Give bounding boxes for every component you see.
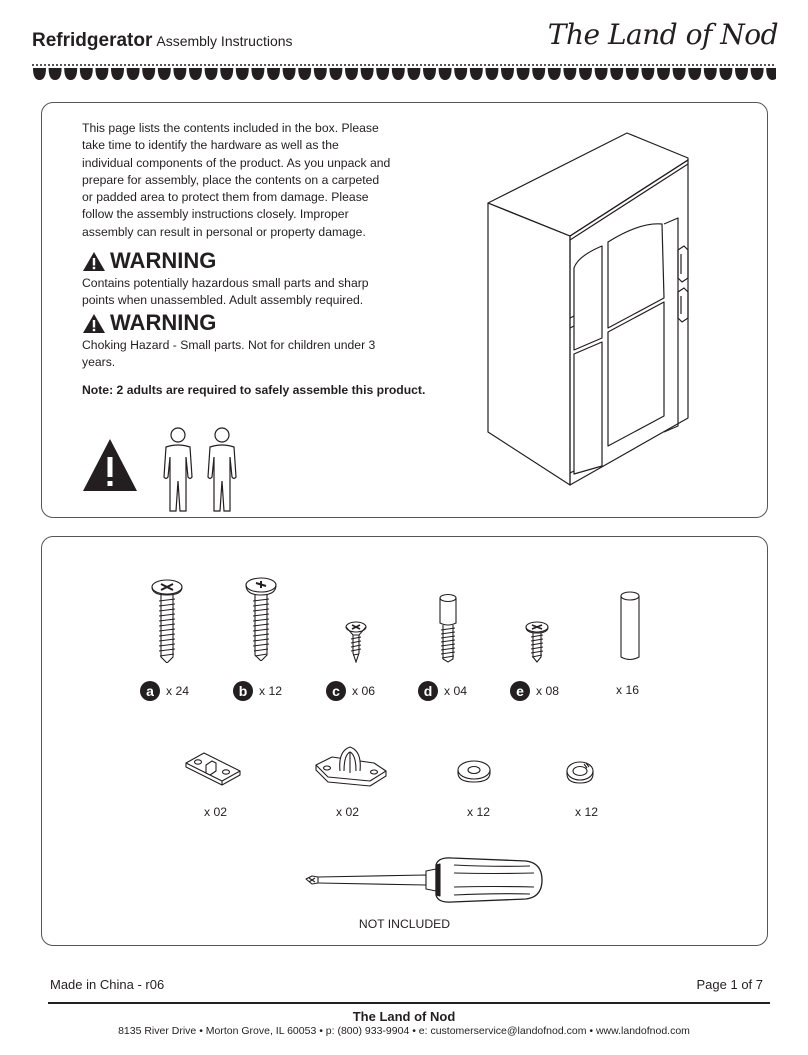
- part-quantity: x 12: [575, 805, 599, 819]
- scallop-mark: [111, 68, 124, 80]
- warning-heading-2: [82, 310, 216, 336]
- scallop-mark: [314, 68, 327, 80]
- scallop-mark: [267, 68, 280, 80]
- scallop-mark: [501, 68, 514, 80]
- scallop-mark: [127, 68, 140, 80]
- threaded-dowel-icon: [436, 593, 460, 663]
- scallop-mark: [735, 68, 748, 80]
- scallop-mark: [205, 68, 218, 80]
- phillips-screw-short-icon: [524, 621, 550, 663]
- scallop-mark: [657, 68, 670, 80]
- footer-contact-info: 8135 River Drive • Morton Grove, IL 60053 • p: (800) 933-9904 • e: customerservice@landofnod.com • www.landofnod.com: [118, 1025, 690, 1037]
- scallop-mark: [641, 68, 654, 80]
- scallop-mark: [470, 68, 483, 80]
- warning-text-2: Choking Hazard - Small parts. Not for children under 3 years.: [82, 338, 376, 370]
- scallop-mark: [283, 68, 296, 80]
- scallop-mark: [142, 68, 155, 80]
- scallop-mark: [517, 68, 530, 80]
- scallop-mark: [719, 68, 732, 80]
- scallop-mark: [579, 68, 592, 80]
- part-letter-badge: a: [140, 681, 160, 701]
- door-catch-plate-icon: [182, 749, 244, 791]
- intro-text: This page lists the contents included in the box. Please take time to identify the hardware as well as the individual components of the product. As you unpack and prepare for assembly, place the contents on a carpeted or padded area to protect them from damage. Please follow the assembly instructions closely. Improper assembly can result in personal or property damage.: [82, 121, 391, 239]
- warning-text-1: Contains potentially hazardous small parts and sharp points when unassembled. Adult assembly required.: [82, 276, 369, 308]
- phillips-screw-long-icon: [244, 577, 278, 661]
- hardware-panel: [41, 536, 768, 946]
- scallop-mark: [80, 68, 93, 80]
- scallop-mark: [439, 68, 452, 80]
- warning-triangle-icon: [82, 437, 138, 493]
- scallop-mark: [423, 68, 436, 80]
- scallop-mark: [563, 68, 576, 80]
- part-label-catch-plate: [204, 805, 227, 819]
- scallop-mark: [704, 68, 717, 80]
- part-quantity: x 12: [467, 805, 491, 819]
- wood-screw-short-icon: [344, 621, 368, 663]
- assembly-note: Note: 2 adults are required to safely assemble this product.: [82, 383, 426, 397]
- warning-triangle-icon: [82, 313, 106, 334]
- screwdriver-icon: [304, 855, 548, 907]
- scallop-mark: [532, 68, 545, 80]
- phillips-screw-long-icon: [150, 579, 184, 663]
- warning-heading-label: WARNING: [110, 248, 217, 273]
- scallop-mark: [688, 68, 701, 80]
- part-quantity: x 12: [259, 684, 283, 698]
- scallop-mark: [95, 68, 108, 80]
- warning-heading-label: WARNING: [110, 310, 217, 335]
- scalloped-border: [32, 64, 776, 82]
- product-name: Refridgerator: [32, 30, 153, 51]
- scallop-mark: [548, 68, 561, 80]
- document-title: [32, 30, 293, 52]
- scallop-mark: [158, 68, 171, 80]
- warning-heading-1: [82, 248, 216, 274]
- scallop-mark: [64, 68, 77, 80]
- scallop-mark: [485, 68, 498, 80]
- part-letter-badge: c: [326, 681, 346, 701]
- part-label-e: [510, 681, 559, 701]
- scallop-mark: [595, 68, 608, 80]
- door-catch-clip-icon: [314, 743, 388, 791]
- part-quantity: x 24: [166, 684, 190, 698]
- scallop-mark: [189, 68, 202, 80]
- refrigerator-illustration: [482, 128, 752, 493]
- scallop-mark: [33, 68, 46, 80]
- part-quantity: x 08: [536, 684, 560, 698]
- part-letter-badge: e: [510, 681, 530, 701]
- footer-company-name: The Land of Nod: [352, 1009, 456, 1024]
- lock-washer-icon: [564, 759, 596, 785]
- scallop-mark: [751, 68, 764, 80]
- flat-washer-icon: [456, 759, 492, 785]
- safety-panel: [41, 102, 768, 518]
- scallop-mark: [610, 68, 623, 80]
- scallop-mark: [298, 68, 311, 80]
- part-label-c: [326, 681, 375, 701]
- scallop-mark: [673, 68, 686, 80]
- made-in-label: Made in China - r06: [50, 977, 165, 992]
- scallop-mark: [626, 68, 639, 80]
- warning-triangle-icon: [82, 251, 106, 272]
- scallop-mark: [766, 68, 776, 80]
- brand-logo: The Land of Nod: [547, 18, 778, 51]
- part-quantity: x 16: [616, 683, 640, 697]
- part-label-dowel: [616, 683, 639, 697]
- scallop-mark: [361, 68, 374, 80]
- part-quantity: x 02: [204, 805, 228, 819]
- part-letter-badge: b: [233, 681, 253, 701]
- two-adults-icon: [156, 425, 246, 513]
- part-quantity: x 04: [444, 684, 468, 698]
- scallop-mark: [220, 68, 233, 80]
- part-quantity: x 02: [336, 805, 360, 819]
- scallop-mark: [345, 68, 358, 80]
- footer-divider: [48, 1002, 770, 1004]
- scallop-mark: [236, 68, 249, 80]
- document-subtitle: Assembly Instructions: [156, 33, 293, 49]
- scallop-mark: [376, 68, 389, 80]
- scallop-mark: [454, 68, 467, 80]
- scallop-mark: [329, 68, 342, 80]
- part-quantity: x 06: [352, 684, 376, 698]
- part-label-lock-washer: [575, 805, 598, 819]
- scallop-mark: [392, 68, 405, 80]
- part-letter-badge: d: [418, 681, 438, 701]
- scallop-mark: [173, 68, 186, 80]
- page-number: Page 1 of 7: [696, 977, 763, 992]
- part-label-a: [140, 681, 189, 701]
- part-label-flat-washer: [467, 805, 490, 819]
- scallop-mark: [49, 68, 62, 80]
- not-included-label: NOT INCLUDED: [358, 917, 451, 931]
- wood-dowel-icon: [618, 591, 642, 663]
- part-label-b: [233, 681, 282, 701]
- part-label-d: [418, 681, 467, 701]
- scallop-mark: [251, 68, 264, 80]
- scallop-mark: [407, 68, 420, 80]
- part-label-catch-clip: [336, 805, 359, 819]
